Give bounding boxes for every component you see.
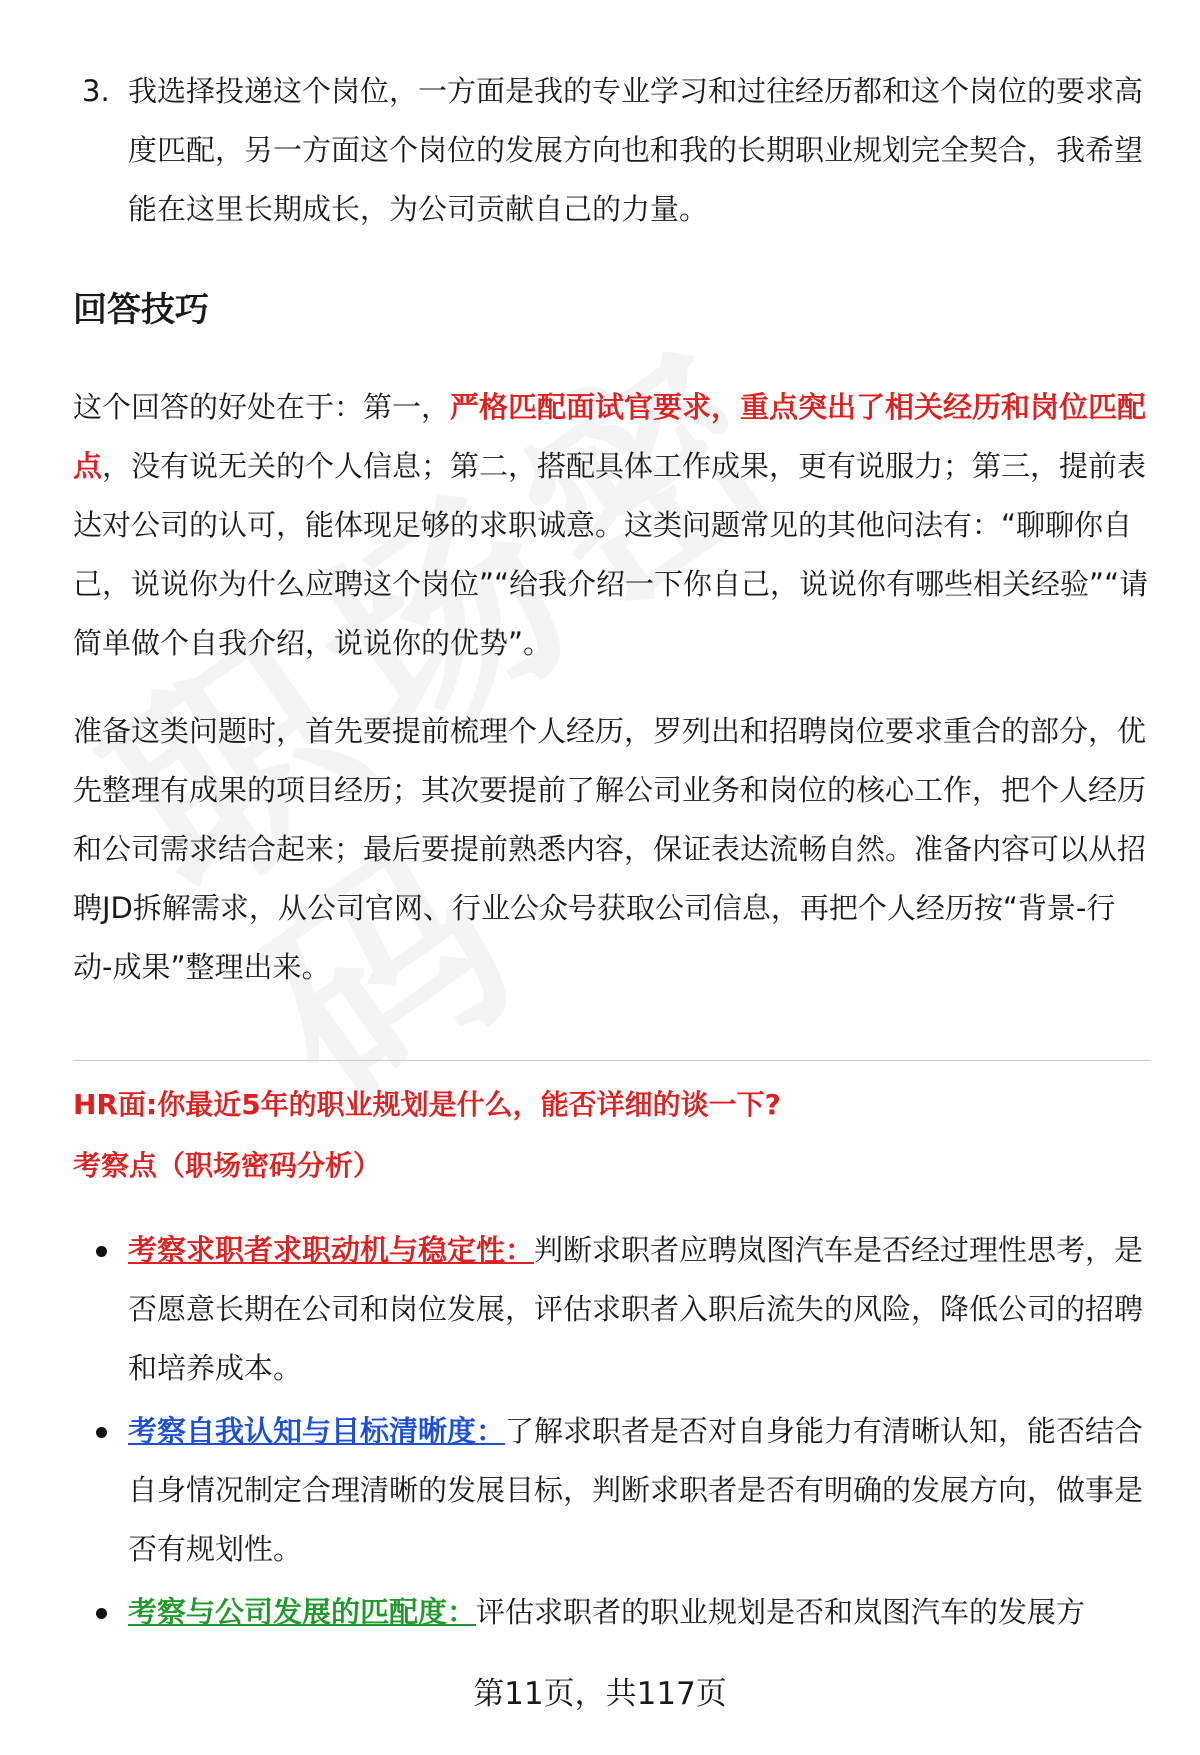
analysis-list	[96, 1221, 1154, 1646]
item-number: 3.	[82, 74, 110, 108]
analysis-title: 考察点（职场密码分析）	[73, 1149, 382, 1182]
bullet-key: 考察自我认知与目标清晰度：	[128, 1414, 506, 1448]
bullet-text: 评估求职者的职业规划是否和岚图汽车的发展方	[476, 1595, 1086, 1629]
numbered-item-3	[82, 62, 1152, 239]
paragraph-highlight: 严格匹配面试官要求，重点突出了相关经历和岗位匹配点	[73, 390, 1147, 483]
bullet-key: 考察求职者求职动机与稳定性：	[128, 1233, 535, 1267]
bullet-dot	[96, 1246, 107, 1257]
bullet-key: 考察与公司发展的匹配度：	[128, 1595, 477, 1629]
page-footer: 第11页，共117页	[473, 1676, 727, 1712]
item-text: 我选择投递这个岗位，一方面是我的专业学习和过往经历都和这个岗位的要求高度匹配，另一方面这个岗位的发展方向也和我的长期职业规划完全契合，我希望能在这里长期成长，为公司贡献自己的力量。	[128, 74, 1144, 226]
paragraph-rest: ，没有说无关的个人信息；第二，搭配具体工作成果，更有说服力；第三，提前表达对公司的认可，能体现足够的求职诚意。这类问题常见的其他问法有：“聊聊你自己，说说你为什么应聘这个岗位”“给我介绍一下你自己，说说你有哪些相关经验”“请简单做个自我介绍，说说你的优势”。	[73, 449, 1149, 660]
list-item	[96, 1583, 1154, 1642]
list-item	[96, 1221, 1154, 1398]
bullet-dot	[96, 1427, 107, 1438]
divider	[73, 1060, 1151, 1061]
bullet-text: 了解求职者是否对自身能力有清晰认知，能否结合自身情况制定合理清晰的发展目标，判断求职者是否有明确的发展方向，做事是否有规划性。	[128, 1414, 1144, 1566]
list-item	[96, 1402, 1154, 1579]
bullet-dot	[96, 1608, 107, 1619]
paragraph-preparation: 准备这类问题时，首先要提前梳理个人经历，罗列出和招聘岗位要求重合的部分，优先整理有成果的项目经历；其次要提前了解公司业务和岗位的核心工作，把个人经历和公司需求结合起来；最后要提前熟悉内容，保证表达流畅自然。准备内容可以从招聘JD拆解需求，从公司官网、行业公众号获取公司信息，再把个人经历按“背景-行动-成果”整理出来。	[73, 714, 1147, 984]
section-heading: 回答技巧	[73, 290, 209, 330]
bullet-text: 判断求职者应聘岚图汽车是否经过理性思考，是否愿意长期在公司和岗位发展，评估求职者入职后流失的风险，降低公司的招聘和培养成本。	[128, 1233, 1144, 1385]
hr-question: HR面:你最近5年的职业规划是什么，能否详细的谈一下?	[73, 1088, 781, 1121]
paragraph-intro: 这个回答的好处在于：第一，	[73, 390, 451, 424]
paragraph-answer-benefits	[73, 378, 1151, 673]
